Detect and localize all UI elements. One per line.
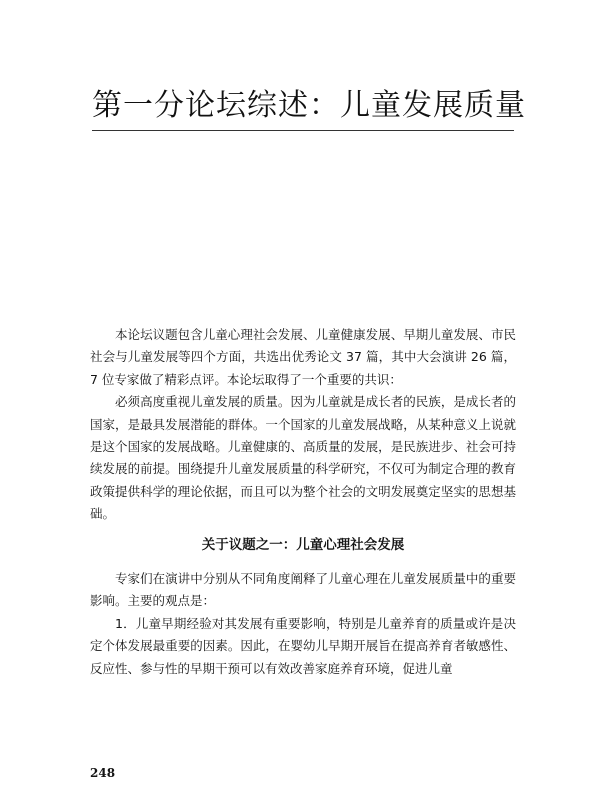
consensus-paragraph: 必须高度重视儿童发展的质量。因为儿童就是成长者的民族，是成长者的国家，是最具发展潜能的群体。一个国家的儿童发展战略，从某种意义上说就是这个国家的发展战略。儿童健康的、高质量的发展，是民族进步、社会可持续发展的前提。围绕提升儿童发展质量的科学研究，不仅可为制定合理的教育政策提供科学的理论依据，而且可以为整个社会的文明发展奠定坚实的思想基础。	[90, 394, 516, 522]
chapter-title: 第一分论坛综述：儿童发展质量	[92, 88, 526, 123]
section-heading: 关于议题之一：儿童心理社会发展	[201, 536, 405, 553]
point-1-paragraph: 1．儿童早期经验对其发展有重要影响，特别是儿童养育的质量或许是决定个体发展最重要的因素。因此，在婴幼儿早期开展旨在提高养育者敏感性、反应性、参与性的早期干预可以有效改善家庭养育环境，促进儿童	[90, 615, 516, 676]
section-intro-paragraph: 专家们在演讲中分别从不同角度阐释了儿童心理在儿童发展质量中的重要影响。主要的观点是：	[90, 571, 516, 609]
intro-paragraph: 本论坛议题包含儿童心理社会发展、儿童健康发展、早期儿童发展、市民社会与儿童发展等四个方面，共选出优秀论文 37 篇，其中大会演讲 26 篇，7 位专家做了精彩点评。本论坛取得了一个重要的共识：	[90, 327, 516, 387]
body-text	[90, 324, 516, 680]
page-number: 248	[90, 766, 116, 780]
title-underline	[92, 130, 514, 131]
